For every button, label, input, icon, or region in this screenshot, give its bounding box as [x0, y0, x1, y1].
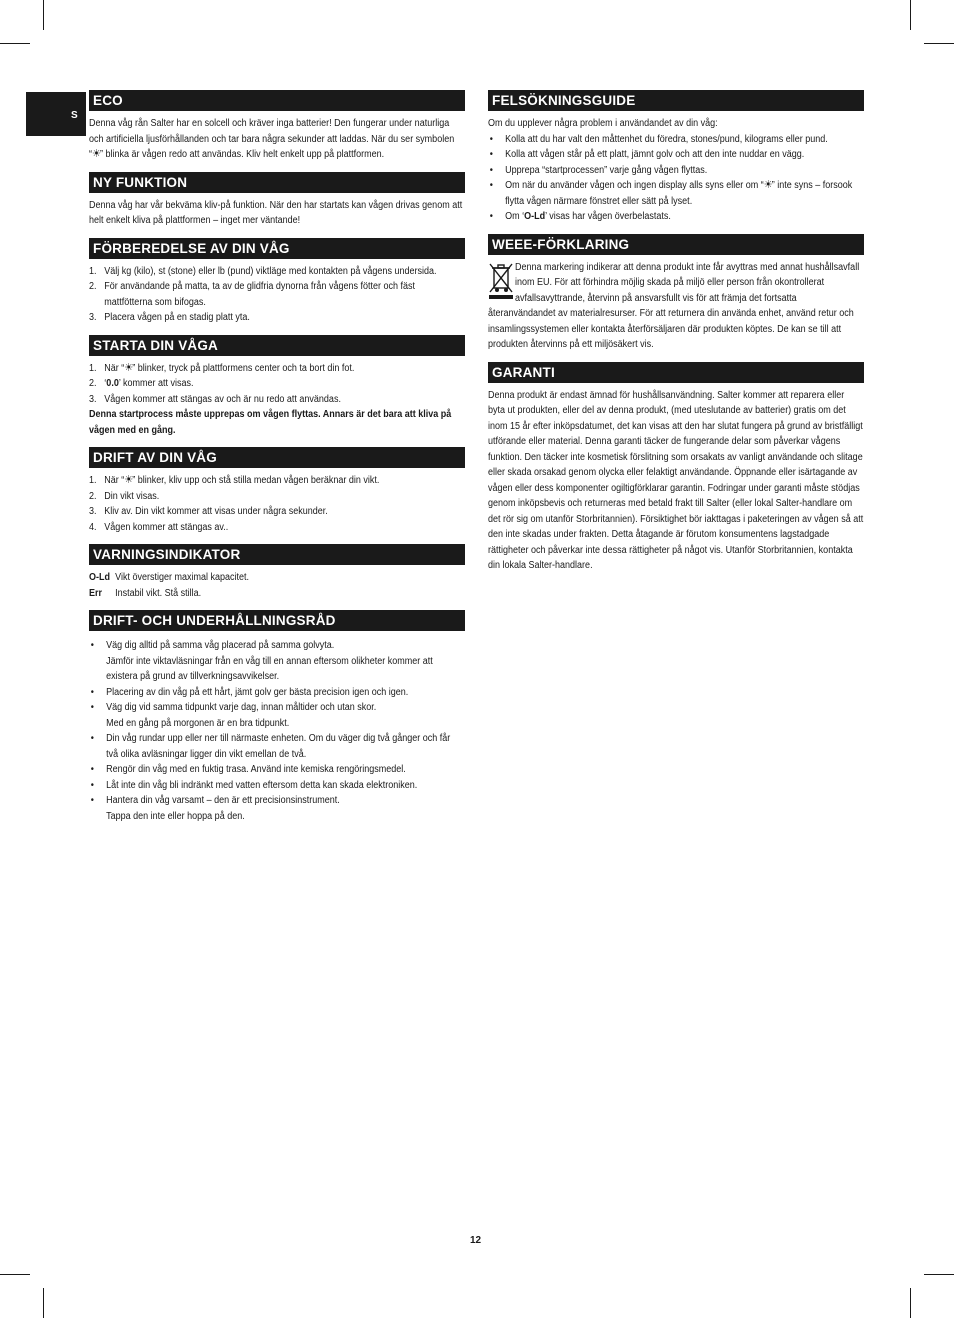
list-text — [505, 209, 671, 225]
section-title-drift: DRIFT AV DIN VÅG — [89, 447, 465, 468]
crop-mark — [910, 0, 911, 30]
list-number: 4. — [89, 521, 97, 533]
list-text — [104, 473, 379, 489]
section-title-ny-funktion: NY FUNKTION — [89, 172, 465, 193]
language-tab — [26, 92, 86, 136]
forberedelse-list — [89, 264, 465, 326]
varning-list — [89, 570, 465, 601]
underhall-list — [89, 638, 465, 824]
text-before: När “ — [104, 475, 125, 486]
list-text — [104, 361, 354, 377]
felsokning-intro: Om du upplever några problem i användandet av din våg: — [488, 118, 718, 129]
list-text: Kliv av. Din vikt kommer att visas under några sekunder. — [104, 506, 328, 517]
text-before: Om ‘ — [505, 211, 525, 222]
list-line: Väg dig vid samma tidpunkt varje dag, innan måltider och utan skor. — [106, 702, 377, 713]
list-item — [89, 793, 465, 824]
crop-mark — [0, 43, 30, 44]
section-forberedelse — [89, 238, 465, 326]
list-text — [106, 793, 340, 824]
list-line: Jämför inte viktavläsningar från en våg till en annan eftersom olikheter kommer att existera på grund av tillverkningsavvikelser. — [106, 655, 433, 682]
text-after: ” inte syns – forsook flytta vågen närmare fönstret eller sätt på lyset. — [505, 180, 853, 207]
list-number: 2. — [89, 281, 97, 292]
starta-note: Denna startprocess måste upprepas om vågen flyttas. Annars är det bara att kliva på vågen med en gång. — [89, 409, 452, 436]
section-title-varning: VARNINGSINDIKATOR — [89, 544, 465, 565]
display-readout: O-Ld — [524, 211, 546, 222]
bullet: • — [90, 779, 94, 791]
section-starta — [89, 335, 465, 439]
solar-icon: ☀ — [124, 474, 133, 486]
bullet: • — [90, 764, 94, 775]
section-title-weee: WEEE-FÖRKLARING — [488, 234, 864, 255]
list-item — [488, 178, 864, 209]
section-title-eco: ECO — [89, 90, 465, 111]
bullet: • — [489, 180, 493, 191]
list-item — [89, 376, 465, 392]
list-item — [488, 163, 864, 179]
text-after: ” blinker, tryck på plattformens center och ta bort din fot. — [132, 362, 355, 374]
list-text: Upprepa “startprocessen” varje gång vågen flyttas. — [505, 164, 708, 176]
list-item — [89, 685, 465, 701]
list-text: Kolla att du har valt den måttenhet du föredra, stones/pund, kilograms eller pund. — [505, 133, 828, 145]
bullet: • — [90, 640, 94, 651]
list-item — [488, 147, 864, 163]
list-item — [89, 361, 465, 377]
list-number: 3. — [89, 506, 97, 517]
warning-text: Instabil vikt. Stå stilla. — [115, 587, 202, 599]
list-item — [89, 473, 465, 489]
list-number: 2. — [89, 378, 97, 389]
display-readout: 0.0 — [106, 378, 119, 389]
list-line: Med en gång på morgonen är en bra tidpunkt. — [106, 717, 290, 729]
list-item — [89, 638, 465, 685]
section-underhall — [89, 610, 465, 824]
list-text: Välj kg (kilo), st (stone) eller lb (pund) viktläge med kontakten på vågens undersida. — [104, 265, 437, 277]
list-item — [89, 264, 465, 280]
warning-code: O-Ld — [89, 572, 110, 583]
list-text: Kolla att vågen står på ett platt, jämnt golv och att den inte nuddar en vägg. — [505, 149, 805, 160]
list-text: Rengör din våg med en fuktig trasa. Använd inte kemiska rengöringsmedel. — [106, 764, 406, 775]
list-item — [89, 520, 465, 536]
section-drift — [89, 447, 465, 535]
list-line: Väg dig alltid på samma våg placerad på samma golvyta. — [106, 640, 335, 651]
bullet: • — [489, 149, 493, 160]
garanti-text: Denna produkt är endast ämnad för hushållsanvändning. Salter kommer att reparera eller byta ut produkten, eller del av denna produkt, (med uteslutande av batterier) gratis om det inom 15 år efter inköpsdatumet, det kan visas att den har slutat fungera på grund av bristfälligt utförande eller material. Denna garanti täcker de fungerande delar som påverkar vågens funktion. Den täcker inte kosmetisk förslitning som orsakats av vanligt användande och slitage eller skada orsakad genom olycka eller felaktigt användande. Öppnande eller isärtagande av vågen eller dess komponenter ogiltigförklarar garantin. Fodringar under garanti måste stödjas genom inköpsbevis och returneras med betald frakt till Salter (eller lokal Salter-handlare om det rör sig om utanför Storbritannien). Försiktighet bör iakttagas i paketeringen av vågen så att den inte skadas under frakten. Detta åtagande är förutom konsumentens lagstadgade rättigheter och påverkar inte dessa rättigheter på något vis. Utanför Storbritannien, kontakta din lokala Salter-handlare. — [488, 389, 864, 571]
crop-mark — [43, 1288, 44, 1318]
ny-funktion-text: Denna våg har vår bekväma kliv-på funktion. När den har startats kan vågen drivas genom att helt enkelt kliva på plattformen – inget mer väntande! — [89, 199, 463, 226]
weee-text: Denna markering indikerar att denna produkt inte får avyttras med annat hushållsavfall inom EU. För att förhindra möjlig skada på miljö eller person från okontrollerat avfallsavyttrande, återvinn på ansvarsfullt vis för att främja det fortsatta återanvändandet av materialresurser. För att returnera din använda enhet, använd retur och insamlingssystemen eller kontakta återförsäljaren där produkten köptes. De kan se till att produkten återvinns på ett miljösäkert vis. — [488, 261, 860, 350]
list-item — [89, 489, 465, 505]
crop-mark — [0, 1274, 30, 1275]
list-item — [89, 392, 465, 408]
list-number: 3. — [89, 393, 97, 405]
list-number: 3. — [89, 312, 97, 323]
section-title-starta: STARTA DIN VÅGA — [89, 335, 465, 356]
list-text: Placering av din våg på ett hårt, jämt golv ger bästa precision igen och igen. — [106, 686, 409, 698]
section-title-forberedelse: FÖRBEREDELSE AV DIN VÅG — [89, 238, 465, 259]
list-text — [104, 376, 193, 392]
list-item — [488, 209, 864, 225]
eco-text — [89, 116, 465, 163]
list-item — [89, 504, 465, 520]
list-text: Placera vågen på en stadig platt yta. — [104, 312, 250, 323]
list-text: Din vikt visas. — [104, 490, 160, 502]
section-eco — [89, 90, 465, 163]
left-column — [89, 90, 465, 833]
bullet: • — [489, 133, 493, 145]
warning-row — [89, 586, 465, 602]
section-felsokning — [488, 90, 864, 225]
bullet: • — [90, 686, 94, 698]
bullet: • — [90, 733, 94, 744]
right-column — [488, 90, 864, 583]
section-garanti — [488, 362, 864, 574]
section-weee — [488, 234, 864, 353]
solar-icon: ☀ — [92, 148, 100, 160]
bullet: • — [90, 795, 94, 806]
drift-list — [89, 473, 465, 535]
crop-mark — [43, 0, 44, 30]
crop-mark — [924, 43, 954, 44]
text-after: ’ kommer att visas. — [118, 378, 194, 389]
bullet: • — [489, 164, 493, 176]
eco-text-after: ” blinka är vågen redo att användas. Kliv helt enkelt upp på plattformen. — [99, 149, 385, 160]
crop-mark — [910, 1288, 911, 1318]
list-item — [89, 731, 465, 762]
list-text: Vågen kommer att stängas av.. — [104, 521, 229, 533]
solar-icon: ☀ — [124, 361, 133, 374]
warning-text: Vikt överstiger maximal kapacitet. — [115, 572, 249, 583]
section-ny-funktion — [89, 172, 465, 229]
text-before: ‘ — [104, 378, 107, 389]
felsokning-list — [488, 116, 864, 225]
section-title-underhall: DRIFT- OCH UNDERHÅLLNINGSRÅD — [89, 610, 465, 631]
list-item — [89, 310, 465, 326]
list-number: 1. — [89, 475, 97, 486]
language-tab-label: S — [71, 110, 78, 121]
solar-icon: ☀ — [763, 179, 772, 191]
list-text: För användande på matta, ta av de glidfria dynorna från vågens fötter och fäst mattfötterna som bifogas. — [104, 281, 415, 308]
list-number: 1. — [89, 265, 97, 277]
list-text: Vågen kommer att stängas av och är nu redo att användas. — [104, 393, 341, 405]
warning-code: Err — [89, 587, 103, 599]
text-after: ” blinker, kliv upp och stå stilla medan vågen beräknar din vikt. — [132, 475, 380, 486]
list-line: Tappa den inte eller hoppa på den. — [106, 810, 245, 822]
crop-mark — [924, 1274, 954, 1275]
section-title-garanti: GARANTI — [488, 362, 864, 383]
list-number: 2. — [89, 490, 97, 502]
list-number: 1. — [89, 362, 97, 374]
list-text — [106, 638, 465, 685]
section-title-felsokning: FELSÖKNINGSGUIDE — [488, 90, 864, 111]
section-varning — [89, 544, 465, 601]
list-text: Låt inte din våg bli indränkt med vatten eftersom detta kan skada elektroniken. — [106, 779, 418, 791]
list-item — [89, 279, 465, 310]
bullet: • — [489, 211, 493, 222]
list-item — [89, 762, 465, 778]
list-text: Din våg rundar upp eller ner till närmaste enheten. Om du väger dig två gånger och får två olika avläsningar ligger din vikt emellan de två. — [106, 733, 451, 760]
list-item — [89, 700, 465, 731]
text-before: När “ — [104, 362, 125, 374]
list-item — [488, 132, 864, 148]
starta-list — [89, 361, 465, 439]
page-number: 12 — [470, 1235, 482, 1246]
text-after: ’ visas har vågen överbelastats. — [545, 211, 671, 222]
list-line: Hantera din våg varsamt – den är ett precisionsinstrument. — [106, 795, 340, 806]
list-item — [89, 778, 465, 794]
list-text — [505, 178, 864, 209]
warning-row — [89, 570, 465, 586]
list-text — [106, 700, 376, 731]
text-before: Om när du använder vågen och ingen display alls syns eller om “ — [505, 180, 764, 191]
eco-text-before: Denna våg rån Salter har en solcell och kräver inga batterier! Den fungerar under naturliga och artificiella ljusförhållanden och tar bara några sekunder att laddas. När du ser symbolen “ — [89, 118, 455, 160]
bullet: • — [90, 702, 94, 713]
